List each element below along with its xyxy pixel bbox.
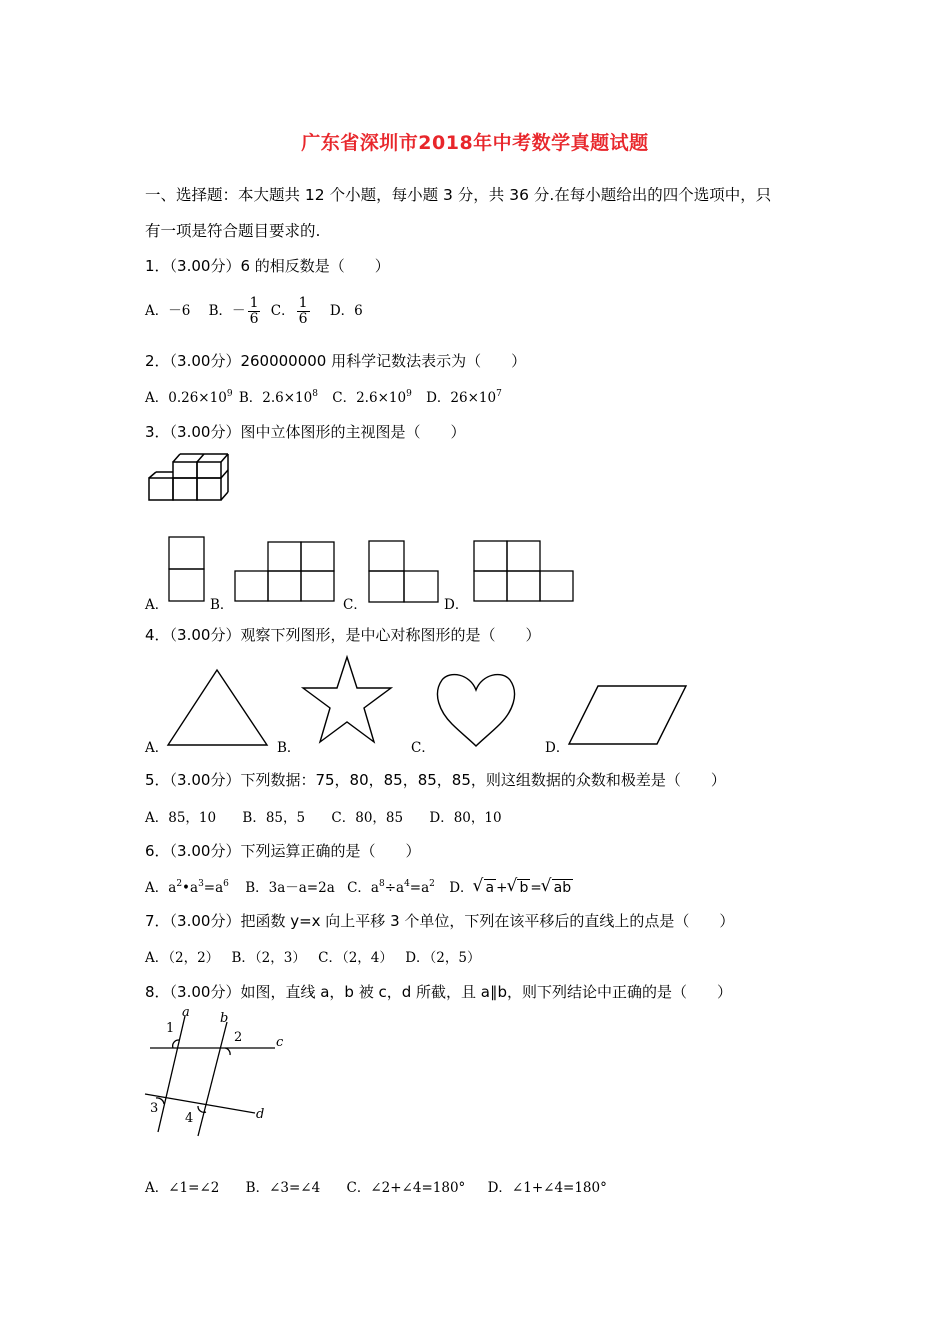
q4-option-c-heart xyxy=(436,670,518,750)
q1-option-c: C． $\frac{1}{6}$ xyxy=(270,295,308,327)
question-8-options xyxy=(145,1176,607,1196)
question-2-options xyxy=(145,386,502,406)
q4-option-d-parallelogram xyxy=(568,684,690,746)
q8-option-c: C．∠2+∠4=180° xyxy=(346,1180,466,1196)
q4-option-b-star xyxy=(300,655,394,747)
fig-angle-1: 1 xyxy=(166,1021,175,1036)
q3-option-c-label: C． xyxy=(343,597,367,613)
question-1-stem: 1．（3.00分）6 的相反数是（ ） xyxy=(145,257,390,275)
q1-option-c-fraction: $\frac{1}{6}$ xyxy=(298,295,308,327)
q3-option-a-label: A． xyxy=(145,597,169,613)
q3-solid-figure xyxy=(148,452,232,502)
q1-option-d: D．6 xyxy=(329,302,363,319)
sqrt-a: √ a xyxy=(475,879,497,896)
q7-option-c: C．（2，4） xyxy=(318,950,393,966)
question-1-options xyxy=(145,296,363,326)
q2-option-b: B．$2.6\times 10^8$ xyxy=(238,389,318,406)
q6-option-a: A．$a^2•a^3=a^6$ xyxy=(145,879,229,896)
q8-parallel-lines-figure xyxy=(140,1005,300,1138)
line-b xyxy=(198,1022,227,1136)
sqrt-b: √ b xyxy=(508,879,530,896)
q4-option-c-label: C． xyxy=(411,740,435,756)
q8-option-d: D．∠1+∠4=180° xyxy=(487,1180,607,1196)
q4-option-d-label: D． xyxy=(545,740,570,756)
q6-option-d: D．√ a +√ b =√ ab xyxy=(449,876,573,896)
q7-option-d: D．（2，5） xyxy=(405,950,481,966)
q6-option-c: C．$a^8\div a^4=a^2$ xyxy=(347,879,435,896)
question-7-stem: 7．（3.00分）把函数 y=x 向上平移 3 个单位，下列在该平移后的直线上的点是（ ） xyxy=(145,912,735,930)
question-5-stem: 5．（3.00分）下列数据：75，80，85，85，85，则这组数据的众数和极差是（ ） xyxy=(145,771,726,789)
q7-option-b: B．（2，3） xyxy=(231,950,306,966)
q3-option-d-figure xyxy=(473,540,576,604)
q2-option-d: D．$26\times 10^7$ xyxy=(426,389,502,406)
fig-label-c: c xyxy=(276,1035,284,1050)
q4-option-b-label: B． xyxy=(277,740,301,756)
question-3-stem: 3．（3.00分）图中立体图形的主视图是（ ） xyxy=(145,423,466,441)
q3-option-d-label: D． xyxy=(444,597,469,613)
fig-label-b: b xyxy=(220,1011,229,1026)
q1-option-b-fraction: $\frac{1}{6}$ xyxy=(249,295,259,327)
q5-option-d: D．80，10 xyxy=(429,810,502,826)
q5-option-a: A．85，10 xyxy=(145,810,217,826)
question-8-stem: 8．（3.00分）如图，直线 a，b 被 c，d 所截，且 a∥b，则下列结论中正确的是（ ） xyxy=(145,983,732,1001)
q5-option-c: C．80，85 xyxy=(331,810,404,826)
q3-option-c-figure xyxy=(368,540,440,604)
fig-angle-2: 2 xyxy=(234,1030,243,1045)
q5-option-b: B．85，5 xyxy=(242,810,306,826)
question-2-stem: 2．（3.00分）260000000 用科学记数法表示为（ ） xyxy=(145,352,527,370)
q8-option-b: B．∠3=∠4 xyxy=(245,1180,321,1196)
question-6-stem: 6．（3.00分）下列运算正确的是（ ） xyxy=(145,842,421,860)
q1-option-a: A．－6 xyxy=(145,302,191,319)
q3-option-b-figure xyxy=(234,541,336,603)
q3-option-b-label: B． xyxy=(210,597,234,613)
fig-angle-3: 3 xyxy=(150,1101,159,1116)
q2-option-c: C．$2.6\times 10^9$ xyxy=(332,389,412,406)
question-4-stem: 4．（3.00分）观察下列图形，是中心对称图形的是（ ） xyxy=(145,626,541,644)
q4-option-a-triangle xyxy=(167,669,269,747)
q1-option-b: B．－ $\frac{1}{6}$ xyxy=(208,295,259,327)
page-title: 广东省深圳市2018年中考数学真题试题 xyxy=(301,132,649,154)
fig-label-d: d xyxy=(256,1107,265,1122)
section-intro-line1: 一、选择题：本大题共 12 个小题，每小题 3 分，共 36 分.在每小题给出的四个选项中，只 xyxy=(145,186,772,204)
question-6-options xyxy=(145,876,573,896)
section-intro-line2: 有一项是符合题目要求的. xyxy=(145,222,321,240)
q2-option-a: A．$0.26\times 10^9$ xyxy=(145,389,233,406)
q7-option-a: A．（2，2） xyxy=(145,950,220,966)
q3-option-a-figure xyxy=(168,536,206,604)
q8-option-a: A．∠1=∠2 xyxy=(145,1180,220,1196)
sqrt-ab: √ ab xyxy=(543,879,573,896)
question-5-options xyxy=(145,806,502,826)
question-7-options xyxy=(145,946,480,966)
q4-option-a-label: A． xyxy=(145,740,169,756)
q6-option-b: B．3a－a=2a xyxy=(245,880,335,896)
fig-label-a: a xyxy=(182,1005,190,1020)
fig-angle-4: 4 xyxy=(185,1111,194,1126)
